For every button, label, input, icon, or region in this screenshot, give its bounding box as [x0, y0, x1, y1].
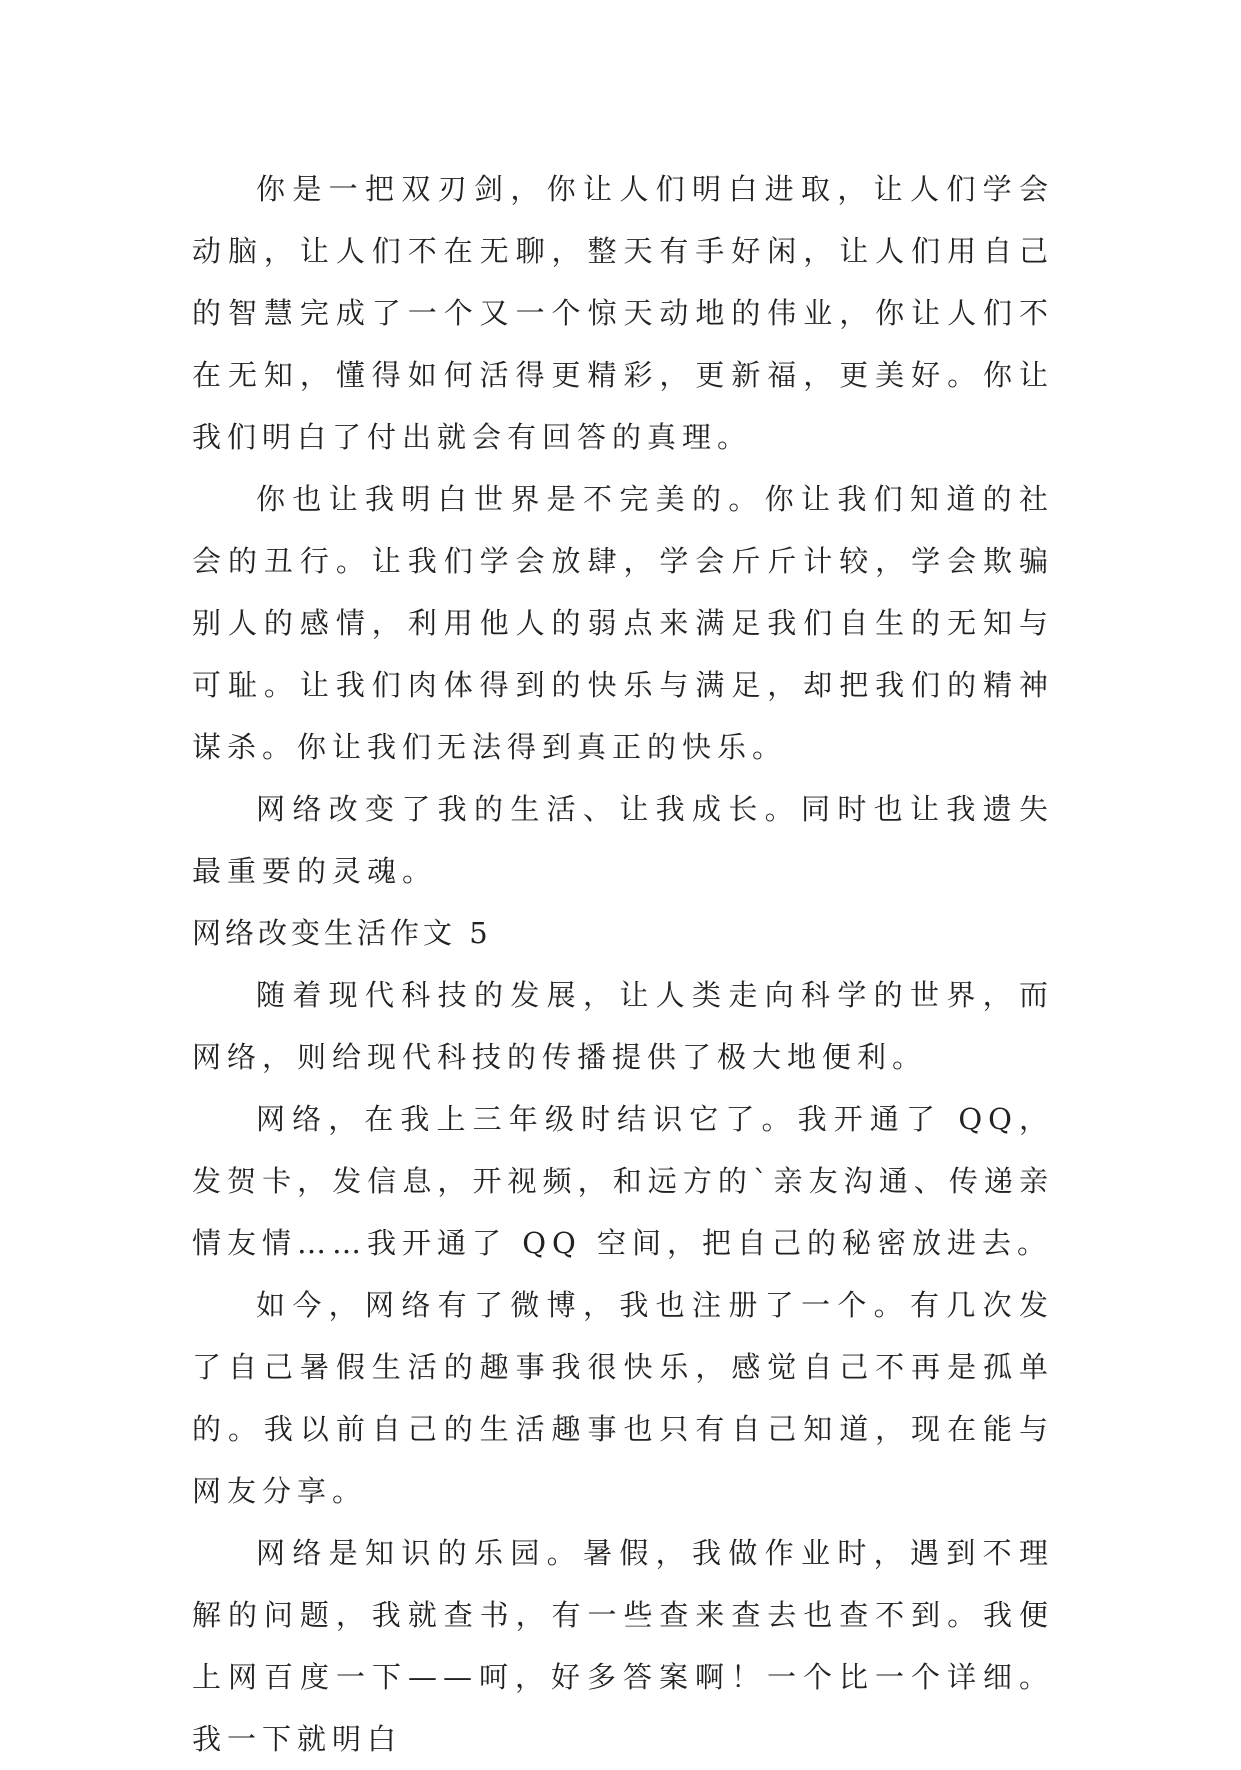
essay-heading: 网络改变生活作文 5: [192, 916, 492, 950]
paragraph-technology-development: 随着现代科技的发展，让人类走向科学的世界，而网络，则给现代科技的传播提供了极大地便利。: [192, 978, 1054, 1074]
document-body: [192, 158, 1054, 1770]
paragraph-third-grade-qq: 网络，在我上三年级时结识它了。我开通了 QQ，发贺卡，发信息，开视频，和远方的`亲友沟通、传递亲情友情……我开通了 QQ 空间，把自己的秘密放进去。: [192, 1102, 1054, 1260]
paragraph-imperfect-world: 你也让我明白世界是不完美的。你让我们知道的社会的丑行。让我们学会放肆，学会斤斤计较，学会欺骗别人的感情，利用他人的弱点来满足我们自生的无知与可耻。让我们肉体得到的快乐与满足，却把我们的精神谋杀。你让我们无法得到真正的快乐。: [192, 482, 1054, 764]
paragraph-weibo: 如今，网络有了微博，我也注册了一个。有几次发了自己暑假生活的趣事我很快乐，感觉自己不再是孤单的。我以前自己的生活趣事也只有自己知道，现在能与网友分享。: [192, 1288, 1054, 1508]
paragraph-knowledge-paradise: 网络是知识的乐园。暑假，我做作业时，遇到不理解的问题，我就查书，有一些查来查去也查不到。我便上网百度一下——呵，好多答案啊！一个比一个详细。我一下就明白: [192, 1536, 1054, 1756]
paragraph-network-changed-life: 网络改变了我的生活、让我成长。同时也让我遗失最重要的灵魂。: [192, 792, 1054, 888]
paragraph-double-edged-sword: 你是一把双刃剑，你让人们明白进取，让人们学会动脑，让人们不在无聊，整天有手好闲，让人们用自己的智慧完成了一个又一个惊天动地的伟业，你让人们不在无知，懂得如何活得更精彩，更新福，更美好。你让我们明白了付出就会有回答的真理。: [192, 172, 1054, 454]
